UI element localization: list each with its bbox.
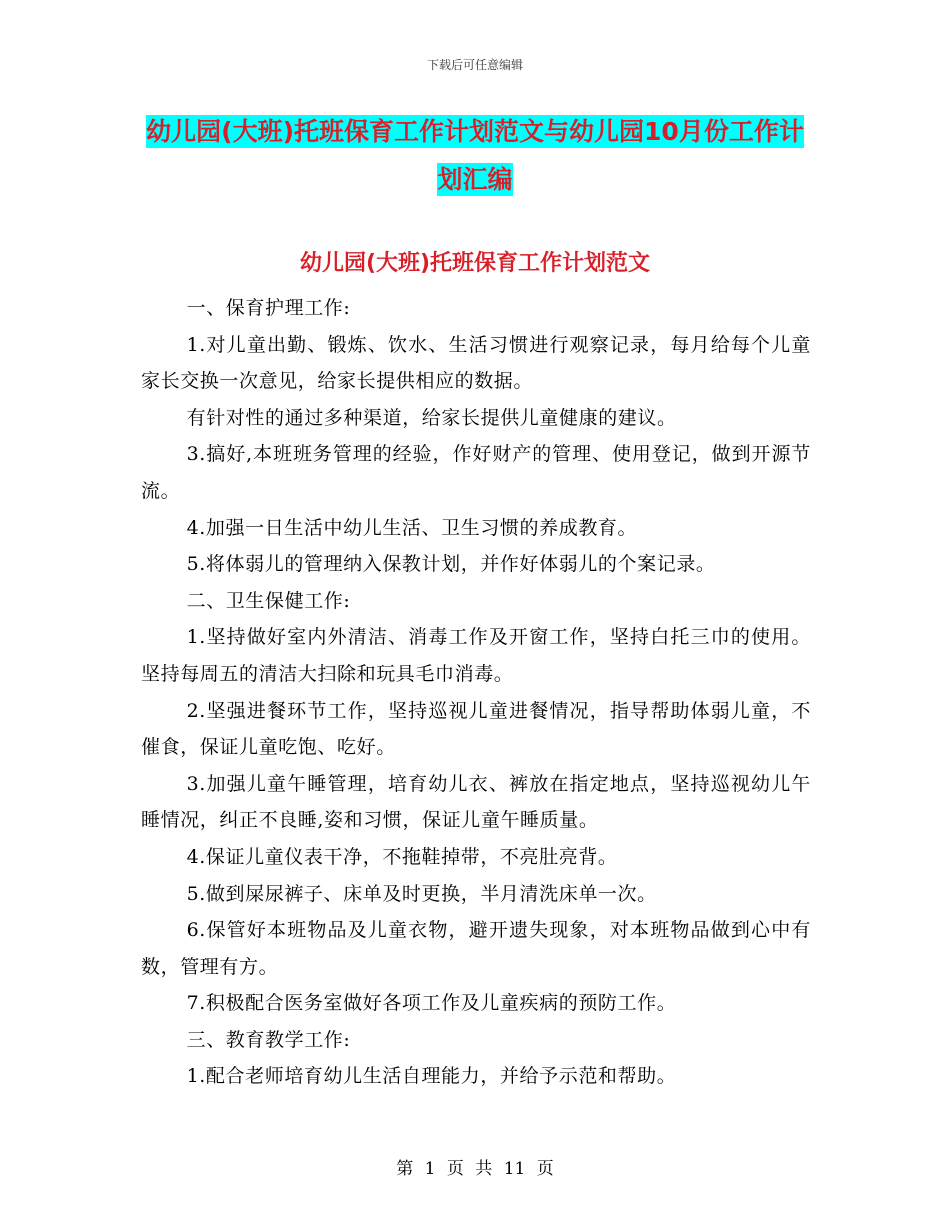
paragraph: 3.搞好,本班班务管理的经验，作好财产的管理、使用登记，做到开源节流。 (141, 443, 811, 502)
paragraph: 6.保管好本班物品及儿童衣物，避开遗失现象，对本班物品做到心中有数，管理有方。 (141, 919, 811, 978)
document-title-text: 幼儿园(大班)托班保育工作计划范文与幼儿园10月份工作计划汇编 (146, 117, 804, 194)
paragraph: 有针对性的通过多种渠道，给家长提供儿童健康的建议。 (186, 406, 677, 429)
paragraph: 1.配合老师培育幼儿生活自理能力，并给予示范和帮助。 (186, 1065, 677, 1088)
paragraph: 1.坚持做好室内外清洁、消毒工作及开窗工作，坚持白托三巾的使用。坚持每周五的清洁大扫除和玩具毛巾消毒。 (141, 626, 811, 685)
paragraph: 3.加强儿童午睡管理，培育幼儿衣、裤放在指定地点，坚持巡视幼儿午睡情况，纠正不良睡,姿和习惯，保证儿童午睡质量。 (141, 772, 811, 832)
paragraph: 4.加强一日生活中幼儿生活、卫生习惯的养成教育。 (186, 516, 638, 539)
page-number-footer: 第 1 页 共 11 页 (396, 1159, 554, 1179)
paragraph: 二、卫生保健工作: (186, 589, 351, 612)
document-body (141, 290, 811, 1095)
paragraph: 2.坚强进餐环节工作，坚持巡视儿童进餐情况，指导帮助体弱儿童，不催食，保证儿童吃饱、吃好。 (141, 699, 811, 759)
paragraph: 7.积极配合医务室做好各项工作及儿童疾病的预防工作。 (186, 992, 677, 1015)
paragraph: 5.将体弱儿的管理纳入保教计划，并作好体弱儿的个案记录。 (186, 553, 716, 576)
paragraph: 三、教育教学工作: (186, 1028, 351, 1051)
paragraph: 5.做到屎尿裤子、床单及时更换，半月清洗床单一次。 (186, 882, 657, 905)
section-title: 幼儿园(大班)托班保育工作计划范文 (299, 251, 651, 276)
paragraph: 1.对儿童出勤、锻炼、饮水、生活习惯进行观察记录，每月给每个儿童家长交换一次意见，给家长提供相应的数据。 (141, 333, 811, 393)
paragraph: 4.保证儿童仪表干净，不拖鞋掉带，不亮肚亮背。 (186, 845, 618, 868)
paragraph: 一、保育护理工作: (186, 297, 351, 319)
document-title (140, 108, 810, 204)
page-header-note: 下载后可任意编辑 (426, 58, 523, 72)
